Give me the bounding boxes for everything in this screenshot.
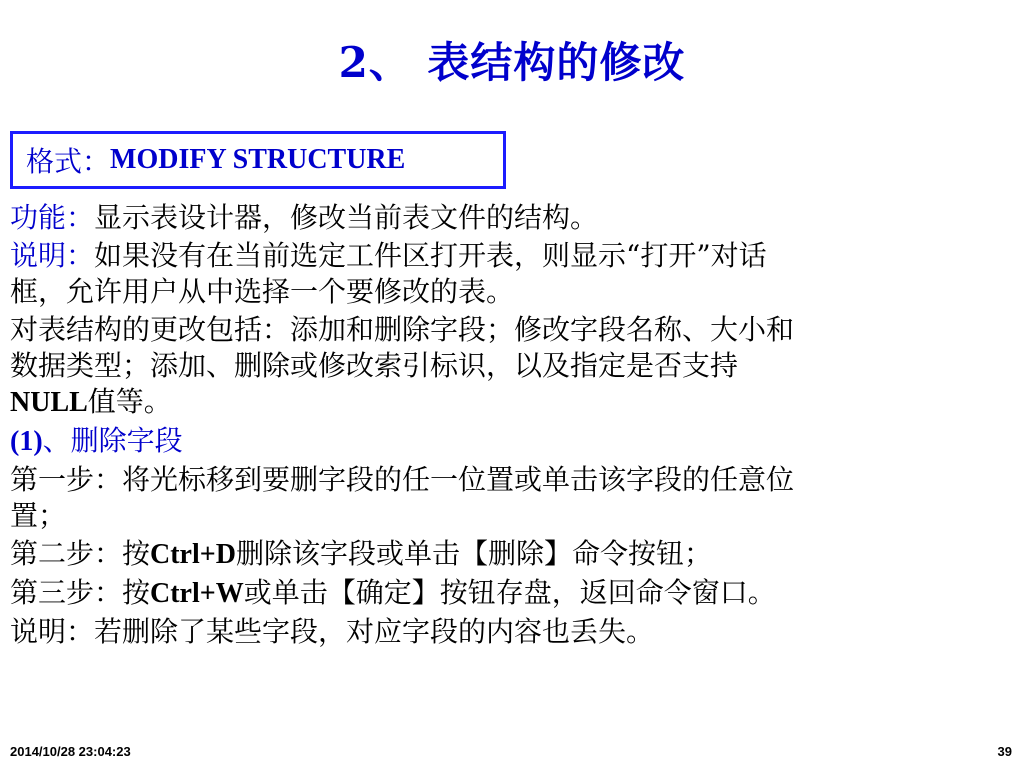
changes-text-a: 对表结构的更改包括：添加和删除字段；修改字段名称、大小和 <box>10 313 795 346</box>
note2-paragraph: 说明：若删除了某些字段，对应字段的内容也丢失。 <box>10 615 655 648</box>
changes-text-b: 数据类型；添加、删除或修改索引标识，以及指定是否支持 <box>10 349 739 382</box>
step2-key: Ctrl+D <box>150 539 236 570</box>
section-title: 、删除字段 <box>42 424 183 457</box>
function-line <box>10 200 1010 236</box>
step3-prefix: 第三步：按 <box>10 576 151 609</box>
format-label: 格式： <box>26 145 111 178</box>
note1-text-b: 框，允许用户从中选择一个要修改的表。 <box>10 275 515 308</box>
note1-label: 说明： <box>10 239 95 272</box>
step1-paragraph <box>10 462 1010 534</box>
slide-title: 2、 表结构的修改 <box>338 38 686 87</box>
changes-paragraph <box>10 312 1010 421</box>
function-label: 功能： <box>10 201 95 234</box>
section-number: (1) <box>10 426 43 457</box>
step2-paragraph <box>10 536 1010 573</box>
step3-key: Ctrl+W <box>150 578 244 609</box>
step1-text-a: 第一步：将光标移到要删字段的任一位置或单击该字段的任意位 <box>10 463 795 496</box>
format-box <box>10 131 506 189</box>
changes-null: NULL <box>10 387 88 418</box>
step2-suffix: 删除该字段或单击【删除】命令按钮； <box>235 537 712 570</box>
format-command: MODIFY STRUCTURE <box>110 144 406 175</box>
step1-text-b: 置； <box>10 499 67 532</box>
page-number: 39 <box>997 744 1012 759</box>
note1-text-a: 如果没有在当前选定工件区打开表，则显示“打开”对话 <box>94 239 767 272</box>
function-text: 显示表设计器，修改当前表文件的结构。 <box>94 201 599 234</box>
changes-text-c: 值等。 <box>87 385 172 418</box>
note1-paragraph <box>10 238 1010 310</box>
footer-datetime: 2014/10/28 23:04:23 <box>10 744 131 759</box>
section-heading <box>10 423 1010 460</box>
slide-body <box>10 200 1010 650</box>
step2-prefix: 第二步：按 <box>10 537 151 570</box>
step3-paragraph <box>10 575 1010 612</box>
step3-suffix: 或单击【确定】按钮存盘，返回命令窗口。 <box>243 576 776 609</box>
